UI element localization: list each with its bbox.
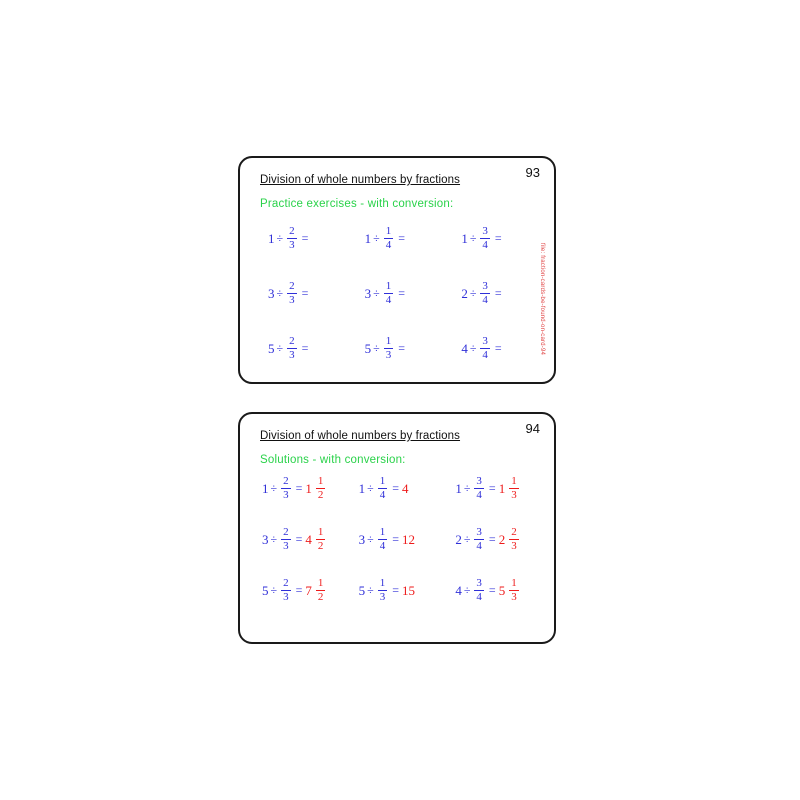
dividend: 3: [268, 286, 275, 301]
divide-sign: ÷: [463, 481, 471, 495]
answer: [499, 578, 521, 603]
dividend: 1: [461, 231, 468, 246]
divide-sign: ÷: [276, 341, 284, 355]
numerator: 1: [379, 526, 386, 538]
divide-sign: ÷: [367, 481, 374, 495]
equals-sign: =: [488, 532, 496, 546]
answer: [305, 578, 327, 603]
dividend: 2: [461, 286, 468, 301]
divide-sign: ÷: [463, 532, 471, 546]
answer-whole: 2: [498, 531, 506, 547]
equals-sign: =: [488, 583, 496, 597]
fraction: [378, 527, 388, 552]
answer-denominator: 3: [511, 489, 517, 501]
dividend: 3: [358, 532, 366, 547]
numerator: 2: [289, 225, 295, 237]
fraction: [281, 578, 291, 603]
fraction: [281, 476, 291, 501]
numerator: 2: [283, 526, 289, 538]
fraction: [287, 226, 297, 251]
fraction: [474, 476, 484, 501]
numerator: 2: [289, 335, 295, 347]
answer-denominator: 2: [317, 540, 324, 552]
exercise-item: [254, 336, 351, 361]
card-94: [238, 412, 556, 644]
fraction: [474, 527, 484, 552]
solution-item: [254, 476, 351, 501]
answer-whole: 4: [305, 531, 312, 547]
answer-numerator: 1: [317, 475, 324, 487]
answer: [499, 527, 521, 552]
divide-sign: ÷: [276, 231, 284, 245]
equals-sign: =: [494, 286, 502, 300]
equals-sign: =: [488, 481, 496, 495]
card-93: [238, 156, 556, 384]
dividend: 4: [455, 583, 462, 598]
dividend: 5: [262, 583, 269, 598]
exercise-item: [254, 226, 351, 251]
dividend: 2: [455, 532, 462, 547]
divide-sign: ÷: [367, 583, 374, 597]
divide-sign: ÷: [270, 481, 278, 495]
solution-item: [351, 476, 448, 501]
dividend: 3: [262, 532, 269, 547]
solution-item: [351, 527, 448, 552]
divide-sign: ÷: [463, 583, 471, 597]
numerator: 1: [379, 475, 386, 487]
card-number: 93: [525, 165, 540, 180]
dividend: 4: [461, 341, 468, 356]
equals-sign: =: [301, 286, 309, 300]
answer-whole: 7: [305, 582, 312, 598]
answer: [402, 583, 417, 599]
numerator: 1: [385, 280, 392, 292]
denominator: 4: [482, 239, 488, 251]
dividend: 5: [358, 583, 366, 598]
answer-whole: 5: [498, 582, 506, 598]
denominator: 4: [476, 489, 482, 501]
answer-fraction: [316, 578, 326, 603]
answer-whole: 1: [305, 480, 312, 496]
solution-item: [254, 578, 351, 603]
answer: [402, 481, 411, 497]
solution-item: [447, 578, 544, 603]
divide-sign: ÷: [270, 583, 278, 597]
exercise-item: [447, 336, 544, 361]
denominator: 4: [379, 489, 386, 501]
numerator: 1: [379, 577, 386, 589]
fraction: [480, 226, 490, 251]
answer-fraction: [316, 527, 326, 552]
numerator: 3: [482, 225, 488, 237]
answer: [402, 532, 417, 548]
answer-numerator: 1: [317, 577, 324, 589]
divide-sign: ÷: [469, 231, 477, 245]
answer-whole: 15: [402, 582, 416, 598]
solution-item: [254, 527, 351, 552]
equals-sign: =: [392, 532, 400, 546]
answer-numerator: 2: [511, 526, 517, 538]
divide-sign: ÷: [373, 341, 380, 355]
equals-sign: =: [494, 341, 502, 355]
divide-sign: ÷: [276, 286, 284, 300]
solution-item: [447, 476, 544, 501]
equals-sign: =: [494, 231, 502, 245]
dividend: 3: [364, 286, 372, 301]
denominator: 4: [482, 349, 488, 361]
exercise-grid: [254, 226, 544, 361]
card-title: Division of whole numbers by fractions: [260, 430, 461, 442]
fraction: [384, 226, 394, 251]
denominator: 3: [283, 591, 289, 603]
card-subtitle: Solutions - with conversion:: [260, 454, 406, 466]
solution-grid: [254, 476, 544, 603]
answer-denominator: 3: [511, 540, 517, 552]
exercise-item: [254, 281, 351, 306]
denominator: 3: [283, 540, 289, 552]
fraction: [378, 578, 388, 603]
answer-numerator: 1: [511, 475, 517, 487]
numerator: 3: [482, 335, 488, 347]
fraction: [384, 281, 394, 306]
dividend: 1: [364, 231, 372, 246]
answer: [499, 476, 521, 501]
exercise-item: [447, 226, 544, 251]
fraction: [287, 336, 297, 361]
divide-sign: ÷: [373, 286, 380, 300]
solution-item: [351, 578, 448, 603]
card-title: Division of whole numbers by fractions: [260, 174, 461, 186]
answer: [305, 476, 327, 501]
answer-fraction: [509, 476, 519, 501]
denominator: 4: [385, 239, 392, 251]
divide-sign: ÷: [373, 231, 380, 245]
numerator: 2: [289, 280, 295, 292]
equals-sign: =: [295, 532, 303, 546]
fraction: [378, 476, 388, 501]
dividend: 1: [268, 231, 275, 246]
numerator: 2: [283, 577, 289, 589]
answer-whole: 1: [498, 480, 506, 496]
dividend: 1: [262, 481, 269, 496]
fraction: [384, 336, 394, 361]
numerator: 3: [476, 526, 482, 538]
card-number: 94: [525, 421, 540, 436]
card-subtitle: Practice exercises - with conversion:: [260, 198, 454, 210]
denominator: 3: [283, 489, 289, 501]
exercise-item: [447, 281, 544, 306]
divide-sign: ÷: [469, 341, 477, 355]
denominator: 3: [289, 239, 295, 251]
equals-sign: =: [398, 286, 406, 300]
answer-whole: 4: [402, 480, 409, 496]
exercise-item: [351, 226, 448, 251]
numerator: 1: [385, 225, 392, 237]
equals-sign: =: [398, 231, 406, 245]
denominator: 4: [476, 591, 482, 603]
denominator: 3: [289, 349, 295, 361]
equals-sign: =: [392, 583, 400, 597]
fraction: [287, 281, 297, 306]
equals-sign: =: [301, 341, 309, 355]
answer-denominator: 3: [511, 591, 517, 603]
equals-sign: =: [398, 341, 406, 355]
equals-sign: =: [301, 231, 309, 245]
denominator: 3: [379, 591, 386, 603]
answer-fraction: [509, 527, 519, 552]
numerator: 3: [476, 577, 482, 589]
denominator: 3: [385, 349, 392, 361]
numerator: 3: [482, 280, 488, 292]
denominator: 3: [289, 294, 295, 306]
answer-denominator: 2: [317, 489, 324, 501]
numerator: 2: [283, 475, 289, 487]
watermark-text: file: fraction-cards-be-found-on-card-94: [539, 243, 545, 356]
dividend: 5: [268, 341, 275, 356]
dividend: 1: [358, 481, 366, 496]
answer-numerator: 1: [511, 577, 517, 589]
equals-sign: =: [392, 481, 400, 495]
equals-sign: =: [295, 583, 303, 597]
answer: [305, 527, 327, 552]
divide-sign: ÷: [367, 532, 374, 546]
equals-sign: =: [295, 481, 303, 495]
answer-whole: 12: [402, 531, 416, 547]
answer-fraction: [316, 476, 326, 501]
answer-denominator: 2: [317, 591, 324, 603]
numerator: 1: [385, 335, 392, 347]
denominator: 4: [476, 540, 482, 552]
fraction: [281, 527, 291, 552]
solution-item: [447, 527, 544, 552]
answer-numerator: 1: [317, 526, 324, 538]
dividend: 5: [364, 341, 372, 356]
denominator: 4: [379, 540, 386, 552]
denominator: 4: [482, 294, 488, 306]
fraction: [480, 281, 490, 306]
denominator: 4: [385, 294, 392, 306]
exercise-item: [351, 281, 448, 306]
answer-fraction: [509, 578, 519, 603]
exercise-item: [351, 336, 448, 361]
fraction: [474, 578, 484, 603]
divide-sign: ÷: [469, 286, 477, 300]
dividend: 1: [455, 481, 462, 496]
fraction: [480, 336, 490, 361]
numerator: 3: [476, 475, 482, 487]
divide-sign: ÷: [270, 532, 278, 546]
